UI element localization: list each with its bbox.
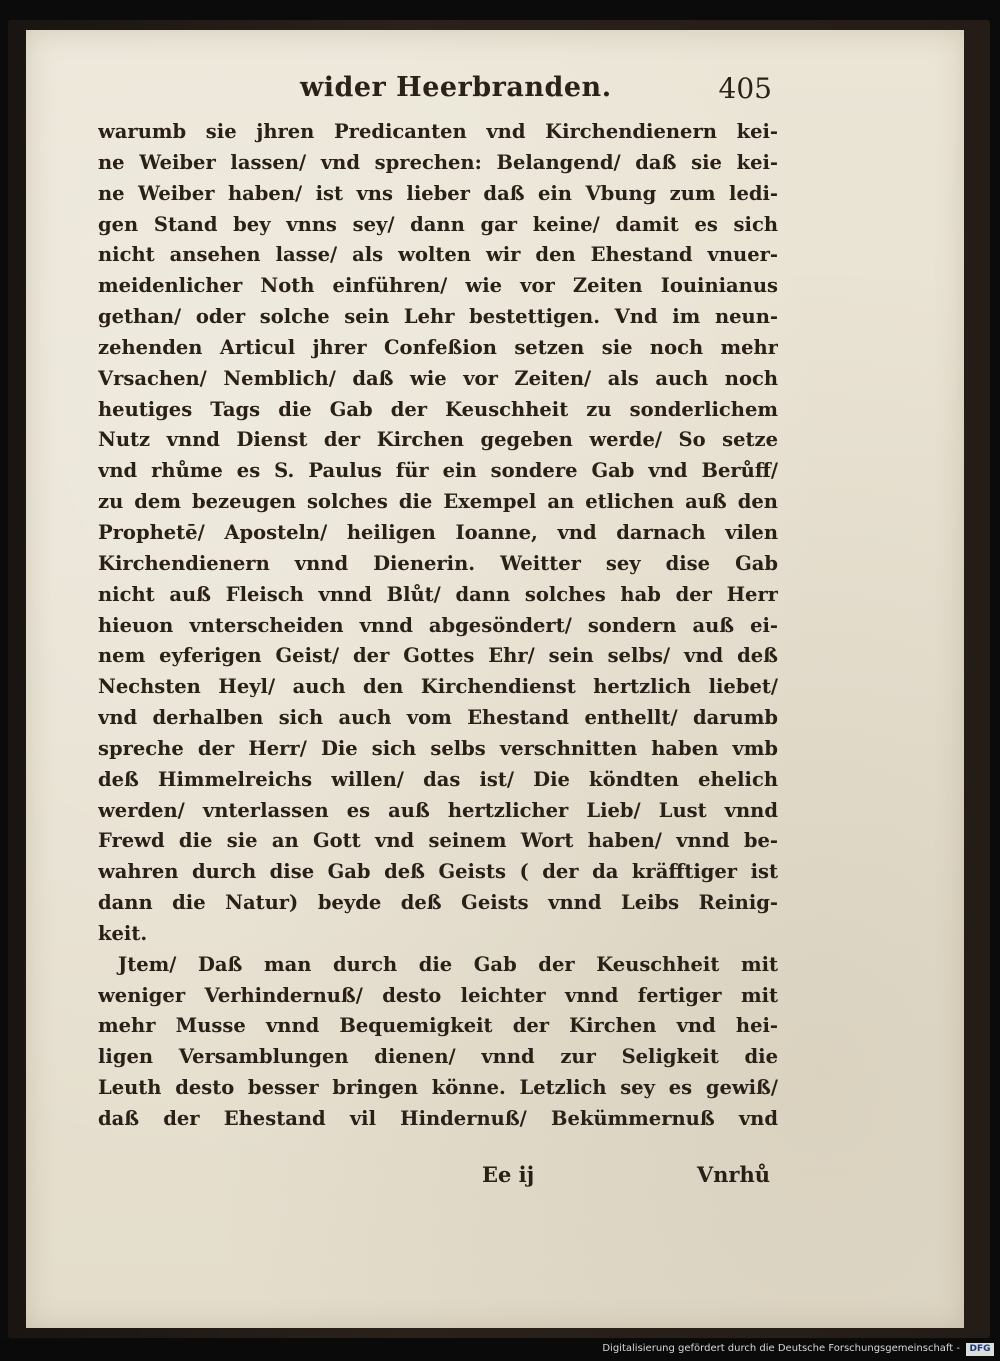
text-line: nem eyferigen Geist/ der Gottes Ehr/ sein selbs/ vnd deß (98, 644, 778, 668)
text-line: deß Himmelreichs willen/ das ist/ Die köndten ehelich (98, 767, 778, 791)
signature-mark: Ee ij (482, 1162, 535, 1187)
text-line: ne Weiber lassen/ vnd sprechen: Belangend/ daß sie kei- (98, 150, 778, 174)
text-line: ligen Versamblungen dienen/ vnnd zur Seligkeit die (98, 1045, 778, 1069)
text-line: Vrsachen/ Nemblich/ daß wie vor Zeiten/ als auch noch (98, 366, 778, 390)
page-footer (480, 1162, 780, 1194)
credit-text: Digitalisierung gefördert durch die Deutsche Forschungsgemeinschaft - (602, 1343, 960, 1354)
text-line: Frewd die sie an Gott vnd seinem Wort haben/ vnnd be- (98, 829, 778, 853)
text-line: gethan/ oder solche sein Lehr bestettigen. Vnd im neun- (98, 305, 778, 329)
text-line: dann die Natur) beyde deß Geists vnnd Leibs Reinig- (98, 891, 778, 915)
text-line: ne Weiber haben/ ist vns lieber daß ein Vbung zum ledi- (98, 181, 778, 205)
catchword: Vnrhů (696, 1162, 770, 1187)
text-line: weniger Verhindernuß/ desto leichter vnnd fertiger mit (98, 983, 778, 1007)
text-line: zu dem bezeugen solches die Exempel an etlichen auß den (98, 490, 778, 514)
text-line: zehenden Articul jhrer Confeßion setzen sie noch mehr (98, 335, 778, 359)
page-header (300, 72, 780, 112)
text-line: mehr Musse vnnd Bequemigkeit der Kirchen vnd hei- (98, 1014, 778, 1038)
dfg-logo-icon: DFG (966, 1343, 994, 1356)
text-line: heutiges Tags die Gab der Keuschheit zu sonderlichem (98, 397, 778, 421)
text-line: spreche der Herr/ Die sich selbs verschnitten haben vmb (98, 736, 778, 760)
body-text (98, 117, 778, 1135)
text-line: nicht ansehen lasse/ als wolten wir den Ehestand vnuer- (98, 243, 778, 267)
credit-bar (0, 1340, 1000, 1361)
text-line: Prophetē/ Aposteln/ heiligen Ioanne, vnd darnach vilen (98, 520, 778, 544)
text-line: Leuth desto besser bringen könne. Letzlich sey es gewiß/ (98, 1076, 778, 1100)
text-line: vnd rhůme es S. Paulus für ein sondere Gab vnd Berůff/ (98, 459, 778, 483)
page-number: 405 (718, 72, 772, 105)
text-line: hieuon vnterscheiden vnnd abgesöndert/ sondern auß ei- (98, 613, 778, 637)
text-line: Nutz vnnd Dienst der Kirchen gegeben werde/ So setze (98, 428, 778, 452)
text-line: wahren durch dise Gab deß Geists ( der da kräfftiger ist (98, 860, 778, 884)
text-line: Kirchendienern vnnd Dienerin. Weitter sey dise Gab (98, 551, 778, 575)
text-line: werden/ vnterlassen es auß hertzlicher Lieb/ Lust vnnd (98, 798, 778, 822)
text-line: warumb sie jhren Predicanten vnd Kirchendienern kei- (98, 120, 778, 143)
text-line: gen Stand bey vnns sey/ dann gar keine/ damit es sich (98, 212, 778, 236)
text-line: vnd derhalben sich auch vom Ehestand enthellt/ darumb (98, 706, 778, 730)
text-line: daß der Ehestand vil Hindernuß/ Bekümmernuß vnd (98, 1107, 778, 1130)
text-line: Jtem/ Daß man durch die Gab der Keuschheit mit (118, 952, 778, 976)
text-line: meidenlicher Noth einführen/ wie vor Zeiten Iouinianus (98, 274, 778, 298)
running-head: wider Heerbranden. (300, 72, 612, 103)
text-line: keit. (98, 921, 148, 945)
text-line: nicht auß Fleisch vnnd Blůt/ dann solches hab der Herr (98, 582, 778, 606)
text-line: Nechsten Heyl/ auch den Kirchendienst hertzlich liebet/ (98, 675, 778, 699)
